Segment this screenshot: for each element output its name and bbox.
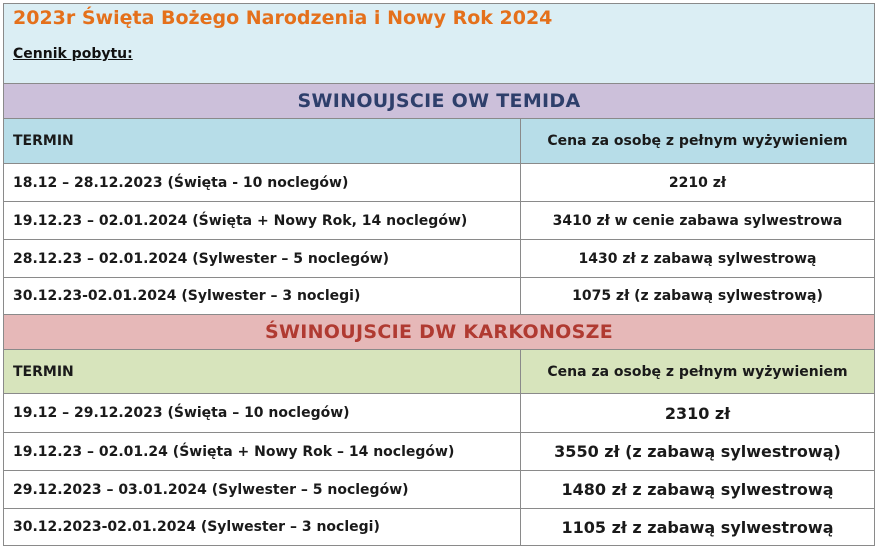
price-list-subtitle: Cennik pobytu:: [13, 46, 133, 62]
price-cell: 2210 zł: [668, 174, 727, 191]
table-row: [4, 394, 874, 433]
table-row: [4, 164, 874, 202]
table-row: [4, 509, 874, 545]
table-header-row: [4, 119, 874, 164]
column-header-term: TERMIN: [4, 350, 521, 393]
page-header: [4, 4, 874, 84]
table-row: [4, 433, 874, 471]
table-row: [4, 471, 874, 509]
term-cell: 19.12.23 – 02.01.24 (Święta + Nowy Rok – 14 noclegów): [4, 433, 521, 470]
price-cell: 1075 zł (z zabawą sylwestrową): [572, 288, 823, 304]
price-cell: 1105 zł z zabawą sylwestrową: [561, 517, 834, 537]
column-header-price: Cena za osobę z pełnym wyżywieniem: [547, 133, 848, 149]
column-header-price: Cena za osobę z pełnym wyżywieniem: [547, 363, 848, 380]
table-row: [4, 202, 874, 240]
term-cell: 29.12.2023 – 03.01.2024 (Sylwester – 5 noclegów): [4, 471, 521, 508]
table-row: [4, 278, 874, 315]
price-cell: 3410 zł w cenie zabawa sylwestrowa: [552, 212, 843, 229]
section-title-temida: SWINOUJSCIE OW TEMIDA: [4, 84, 874, 119]
price-list-sheet: [3, 3, 875, 546]
table-header-row: [4, 350, 874, 394]
price-cell: 1430 zł z zabawą sylwestrową: [578, 250, 817, 267]
price-cell: 2310 zł: [664, 403, 731, 423]
section-title-karkonosze: ŚWINOUJSCIE DW KARKONOSZE: [4, 315, 874, 350]
page-title: 2023r Święta Bożego Narodzenia i Nowy Rok 2024: [13, 7, 553, 29]
price-cell: 1480 zł z zabawą sylwestrową: [561, 480, 834, 499]
term-cell: 30.12.23-02.01.2024 (Sylwester – 3 noclegi): [4, 278, 521, 314]
term-cell: 28.12.23 – 02.01.2024 (Sylwester – 5 noclegów): [4, 240, 521, 277]
term-cell: 19.12 – 29.12.2023 (Święta – 10 noclegów): [4, 394, 521, 432]
price-cell: 3550 zł (z zabawą sylwestrową): [554, 442, 841, 461]
column-header-term: TERMIN: [4, 119, 521, 163]
term-cell: 19.12.23 – 02.01.2024 (Święta + Nowy Rok, 14 noclegów): [4, 202, 521, 239]
table-row: [4, 240, 874, 278]
term-cell: 18.12 – 28.12.2023 (Święta - 10 noclegów): [4, 164, 521, 201]
term-cell: 30.12.2023-02.01.2024 (Sylwester – 3 noclegi): [4, 509, 521, 545]
